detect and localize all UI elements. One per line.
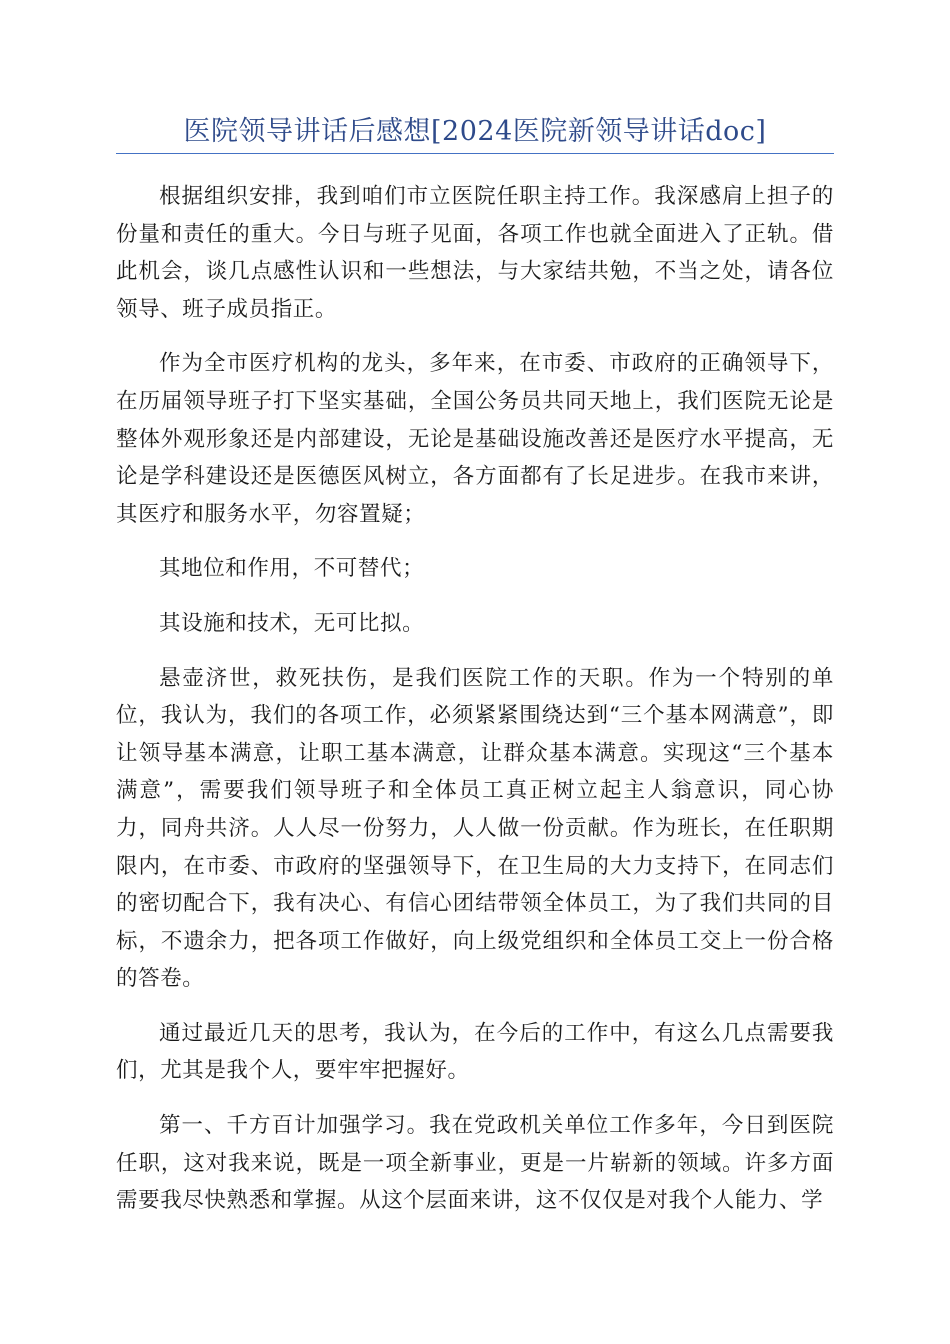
paragraph: 其地位和作用，不可替代； bbox=[159, 556, 425, 582]
paragraph: 悬壶济世，救死扶伤，是我们医院工作的天职。作为一个特别的单位，我认为，我们的各项工作，必须紧紧围绕达到“三个基本网满意”，即让领导基本满意，让职工基本满意，让群众基本满意。实现这“三个基本满意”，需要我们领导班子和全体员工真正树立起主人翁意识，同心协力，同舟共济。人人尽一份努力，人人做一份贡献。作为班长，在任职期限内，在市委、市政府的坚强领导下，在卫生局的大力支持下，在同志们的密切配合下，我有决心、有信心团结带领全体员工，为了我们共同的目标，不遗余力，把各项工作做好，向上级党组织和全体员工交上一份合格的答卷。 bbox=[116, 665, 834, 992]
paragraph: 根据组织安排，我到咱们市立医院任职主持工作。我深感肩上担子的份量和责任的重大。今日与班子见面，各项工作也就全面进入了正轨。借此机会，谈几点感性认识和一些想法，与大家结共勉，不当之处，请各位领导、班子成员指正。 bbox=[116, 184, 834, 322]
paragraph: 作为全市医疗机构的龙头，多年来，在市委、市政府的正确领导下，在历届领导班子打下坚实基础，全国公务员共同天地上，我们医院无论是整体外观形象还是内部建设，无论是基础设施改善还是医疗水平提高，无论是学科建设还是医德医风树立，各方面都有了长足进步。在我市来讲，其医疗和服务水平，勿容置疑； bbox=[116, 351, 834, 527]
document-title: 医院领导讲话后感想[2024医院新领导讲话doc] bbox=[183, 116, 767, 147]
paragraph: 其设施和技术，无可比拟。 bbox=[159, 610, 425, 636]
document-body bbox=[116, 178, 834, 1237]
paragraph: 第一、千方百计加强学习。我在党政机关单位工作多年，今日到医院任职，这对我来说，既是一项全新事业，更是一片崭新的领域。许多方面需要我尽快熟悉和掌握。从这个层面来讲，这不仅仅是对我个人能力、学 bbox=[116, 1113, 834, 1214]
title-underline bbox=[116, 153, 834, 154]
paragraph: 通过最近几天的思考，我认为，在今后的工作中，有这么几点需要我们，尤其是我个人，要牢牢把握好。 bbox=[116, 1020, 834, 1084]
